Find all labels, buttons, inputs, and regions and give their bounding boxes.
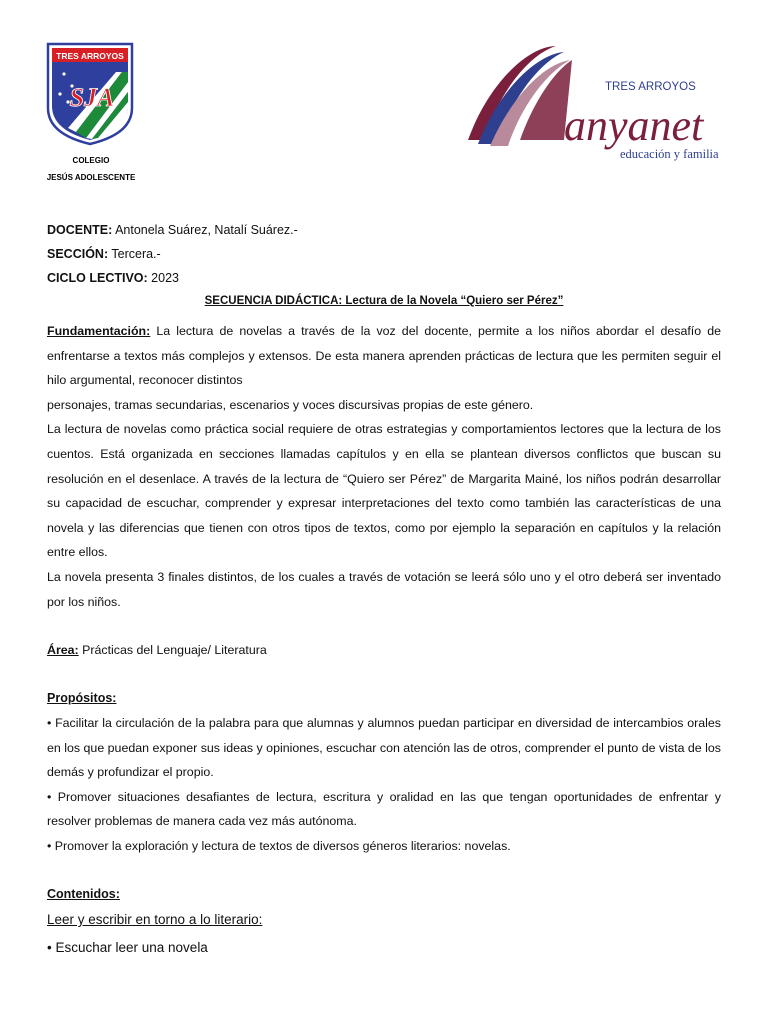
fundamentacion-paragraph-1: [47, 319, 721, 393]
svg-text:anyanet: anyanet: [564, 101, 704, 150]
svg-text:SJA: SJA: [69, 83, 115, 112]
fundamentacion-paragraph-2: La lectura de novelas como práctica social requiere de otras estrategias y comportamientos lectores que la lectura de los cuentos. Está organizada en secciones llamadas capítulos y en ella se plantean diversos conflictos que buscan su resolución en el desenlace. A través de la lectura de “Quiero ser Pérez” de Margarita Mainé, los niños podrán desarrollar su capacidad de escuchar, comprender y expresar interpretaciones del texto como también las características de una novela y las diferencias que tienen con otros tipos de textos, como por ejemplo la separación en capítulos y la relación entre ellos.: [47, 422, 721, 560]
propositos-heading: Propósitos:: [47, 691, 117, 705]
fundamentacion-line1: La lectura de novelas a través de la voz del docente, permite a los niños abordar el desafío de enfrentarse a textos más complejos y extensos. De esta manera aprenden prácticas de lectura que les permiten seguir el hilo argumental, reconocer distintos: [47, 324, 721, 388]
school-caption-line1: COLEGIO: [72, 156, 110, 165]
proposito-item: • Promover la exploración y lectura de textos de diversos géneros literarios: novelas.: [47, 838, 511, 853]
docente-value: Antonela Suárez, Natalí Suárez.-: [112, 223, 298, 237]
docente-line: [47, 222, 298, 238]
proposito-item: • Facilitar la circulación de la palabra para que alumnas y alumnos puedan participar en diversidad de intercambios orales en los que puedan exponer sus ideas y opiniones, escuchar con atención las de otros, comprender el punto de vista de los demás y profundizar el propio.: [47, 716, 721, 780]
school-caption-line2: JESÚS ADOLESCENTE: [46, 173, 136, 182]
svg-text:educación y familia: educación y familia: [620, 147, 719, 161]
ciclo-label: CICLO LECTIVO:: [47, 271, 148, 285]
area-value: Prácticas del Lenguaje/ Literatura: [78, 643, 267, 657]
fundamentacion-line2: personajes, tramas secundarias, escenarios y voces discursivas propias de este género.: [47, 397, 534, 412]
svg-text:TRES ARROYOS: TRES ARROYOS: [605, 81, 696, 93]
area-label: Área:: [47, 643, 79, 657]
school-badge-logo: [46, 42, 134, 146]
contenidos-subheading: Leer y escribir en torno a lo literario:: [47, 912, 263, 927]
fundamentacion-section: [47, 319, 721, 614]
manyanet-logo: [460, 40, 732, 168]
propositos-list: [47, 711, 721, 859]
svg-text:TRES ARROYOS: TRES ARROYOS: [56, 51, 124, 61]
proposito-item: • Promover situaciones desafiantes de lectura, escritura y oralidad en las que tengan oportunidades de enfrentar y resolver problemas de manera cada vez más autónoma.: [47, 789, 721, 829]
ciclo-line: [47, 270, 179, 286]
fundamentacion-paragraph-3: La novela presenta 3 finales distintos, de los cuales a través de votación se leerá sólo uno y el otro deberá ser inventado por los niños.: [47, 569, 721, 609]
ciclo-value: 2023: [147, 271, 179, 285]
contenidos-heading: Contenidos:: [47, 887, 120, 901]
area-line: [47, 643, 267, 657]
school-caption: [40, 152, 142, 186]
seccion-value: Tercera.-: [108, 247, 161, 261]
fundamentacion-label: Fundamentación:: [47, 324, 151, 338]
contenido-item: • Escuchar leer una novela: [47, 940, 208, 955]
seccion-line: [47, 246, 161, 262]
seccion-label: SECCIÓN:: [47, 247, 109, 261]
document-title: SECUENCIA DIDÁCTICA: Lectura de la Novela “Quiero ser Pérez”: [204, 295, 564, 307]
docente-label: DOCENTE:: [47, 223, 113, 237]
